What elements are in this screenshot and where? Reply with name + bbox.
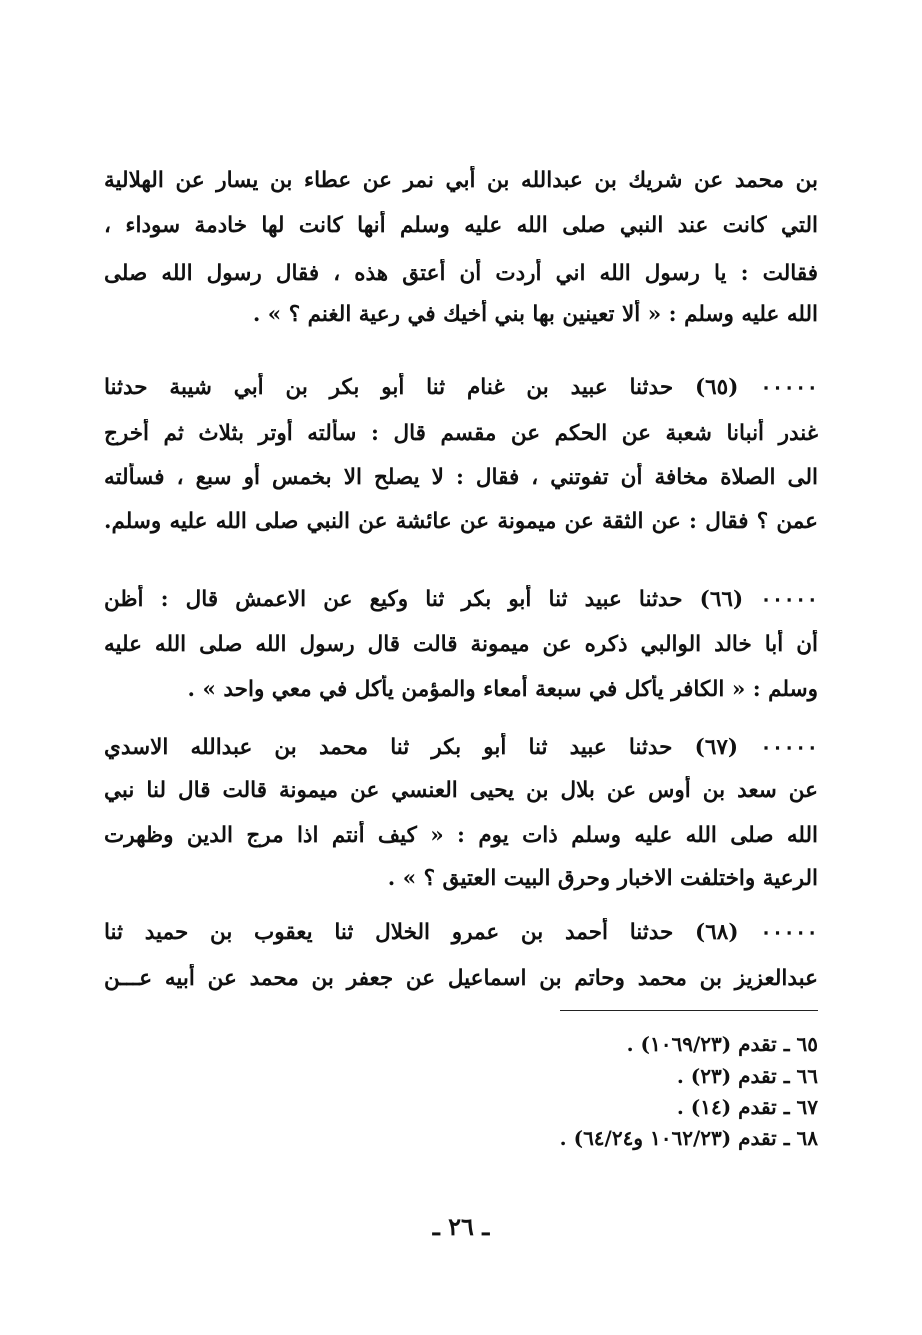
- paragraph-1-line-1: بن محمد عن شريك بن عبدالله بن أبي نمر عن عطاء بن يسار عن الهلالية: [104, 168, 818, 193]
- paragraph-1-line-3: فقالت : يا رسول الله اني أردت أن أعتق هذه ، فقال رسول الله صلى: [104, 261, 818, 286]
- paragraph-66-line-3: وسلم : « الكافر يأكل في سبعة أمعاء والمؤمن يأكل في معي واحد » .: [187, 677, 818, 702]
- footnote-65: ٦٥ ـ تقدم (١٠٦٩/٢٣) .: [626, 1032, 818, 1056]
- paragraph-65-line-1: ٠٠٠٠٠ (٦٥) حدثنا عبيد بن غنام ثنا أبو بكر بن أبي شيبة حدثنا: [104, 375, 818, 400]
- paragraph-67-line-4: الرعية واختلفت الاخبار وحرق البيت العتيق ؟ » .: [387, 866, 818, 891]
- paragraph-1-line-2: التي كانت عند النبي صلى الله عليه وسلم أنها كانت لها خادمة سوداء ،: [104, 213, 818, 238]
- footnote-68: ٦٨ ـ تقدم (١٠٦٢/٢٣ و٦٤/٢٤) .: [559, 1126, 818, 1150]
- paragraph-67-line-2: عن سعد بن أوس عن بلال بن يحيى العنسي عن ميمونة قالت قال لنا نبي: [104, 778, 818, 803]
- paragraph-68-line-2: عبدالعزيز بن محمد وحاتم بن اسماعيل عن جعفر بن محمد عن أبيه عـــن: [104, 966, 818, 991]
- footnote-separator: [560, 1010, 818, 1011]
- paragraph-65-line-3: الى الصلاة مخافة أن تفوتني ، فقال : لا يصلح الا بخمس أو سبع ، فسألته: [104, 465, 818, 490]
- paragraph-1-line-4: الله عليه وسلم : « ألا تعينين بها بني أخيك في رعية الغنم ؟ » .: [252, 302, 818, 327]
- paragraph-67-line-1: ٠٠٠٠٠ (٦٧) حدثنا عبيد ثنا أبو بكر ثنا محمد بن عبدالله الاسدي: [104, 735, 818, 760]
- paragraph-67-line-3: الله صلى الله عليه وسلم ذات يوم : « كيف أنتم اذا مرج الدين وظهرت: [104, 823, 818, 848]
- paragraph-65-line-2: غندر أنبانا شعبة عن الحكم عن مقسم قال : سألته أوتر بثلاث ثم أخرج: [104, 421, 818, 446]
- page-number: ـ ٢٦ ـ: [432, 1212, 490, 1241]
- paragraph-68-line-1: ٠٠٠٠٠ (٦٨) حدثنا أحمد بن عمرو الخلال ثنا يعقوب بن حميد ثنا: [104, 920, 818, 945]
- paragraph-66-line-1: ٠٠٠٠٠ (٦٦) حدثنا عبيد ثنا أبو بكر ثنا وكيع عن الاعمش قال : أظن: [104, 587, 818, 612]
- paragraph-65-line-4: عمن ؟ فقال : عن الثقة عن ميمونة عن عائشة عن النبي صلى الله عليه وسلم.: [104, 509, 818, 534]
- paragraph-66-line-2: أن أبا خالد الوالبي ذكره عن ميمونة قالت قال رسول الله صلى الله عليه: [104, 632, 818, 657]
- footnote-66: ٦٦ ـ تقدم (٢٣) .: [676, 1064, 818, 1088]
- footnote-67: ٦٧ ـ تقدم (١٤) .: [676, 1095, 818, 1119]
